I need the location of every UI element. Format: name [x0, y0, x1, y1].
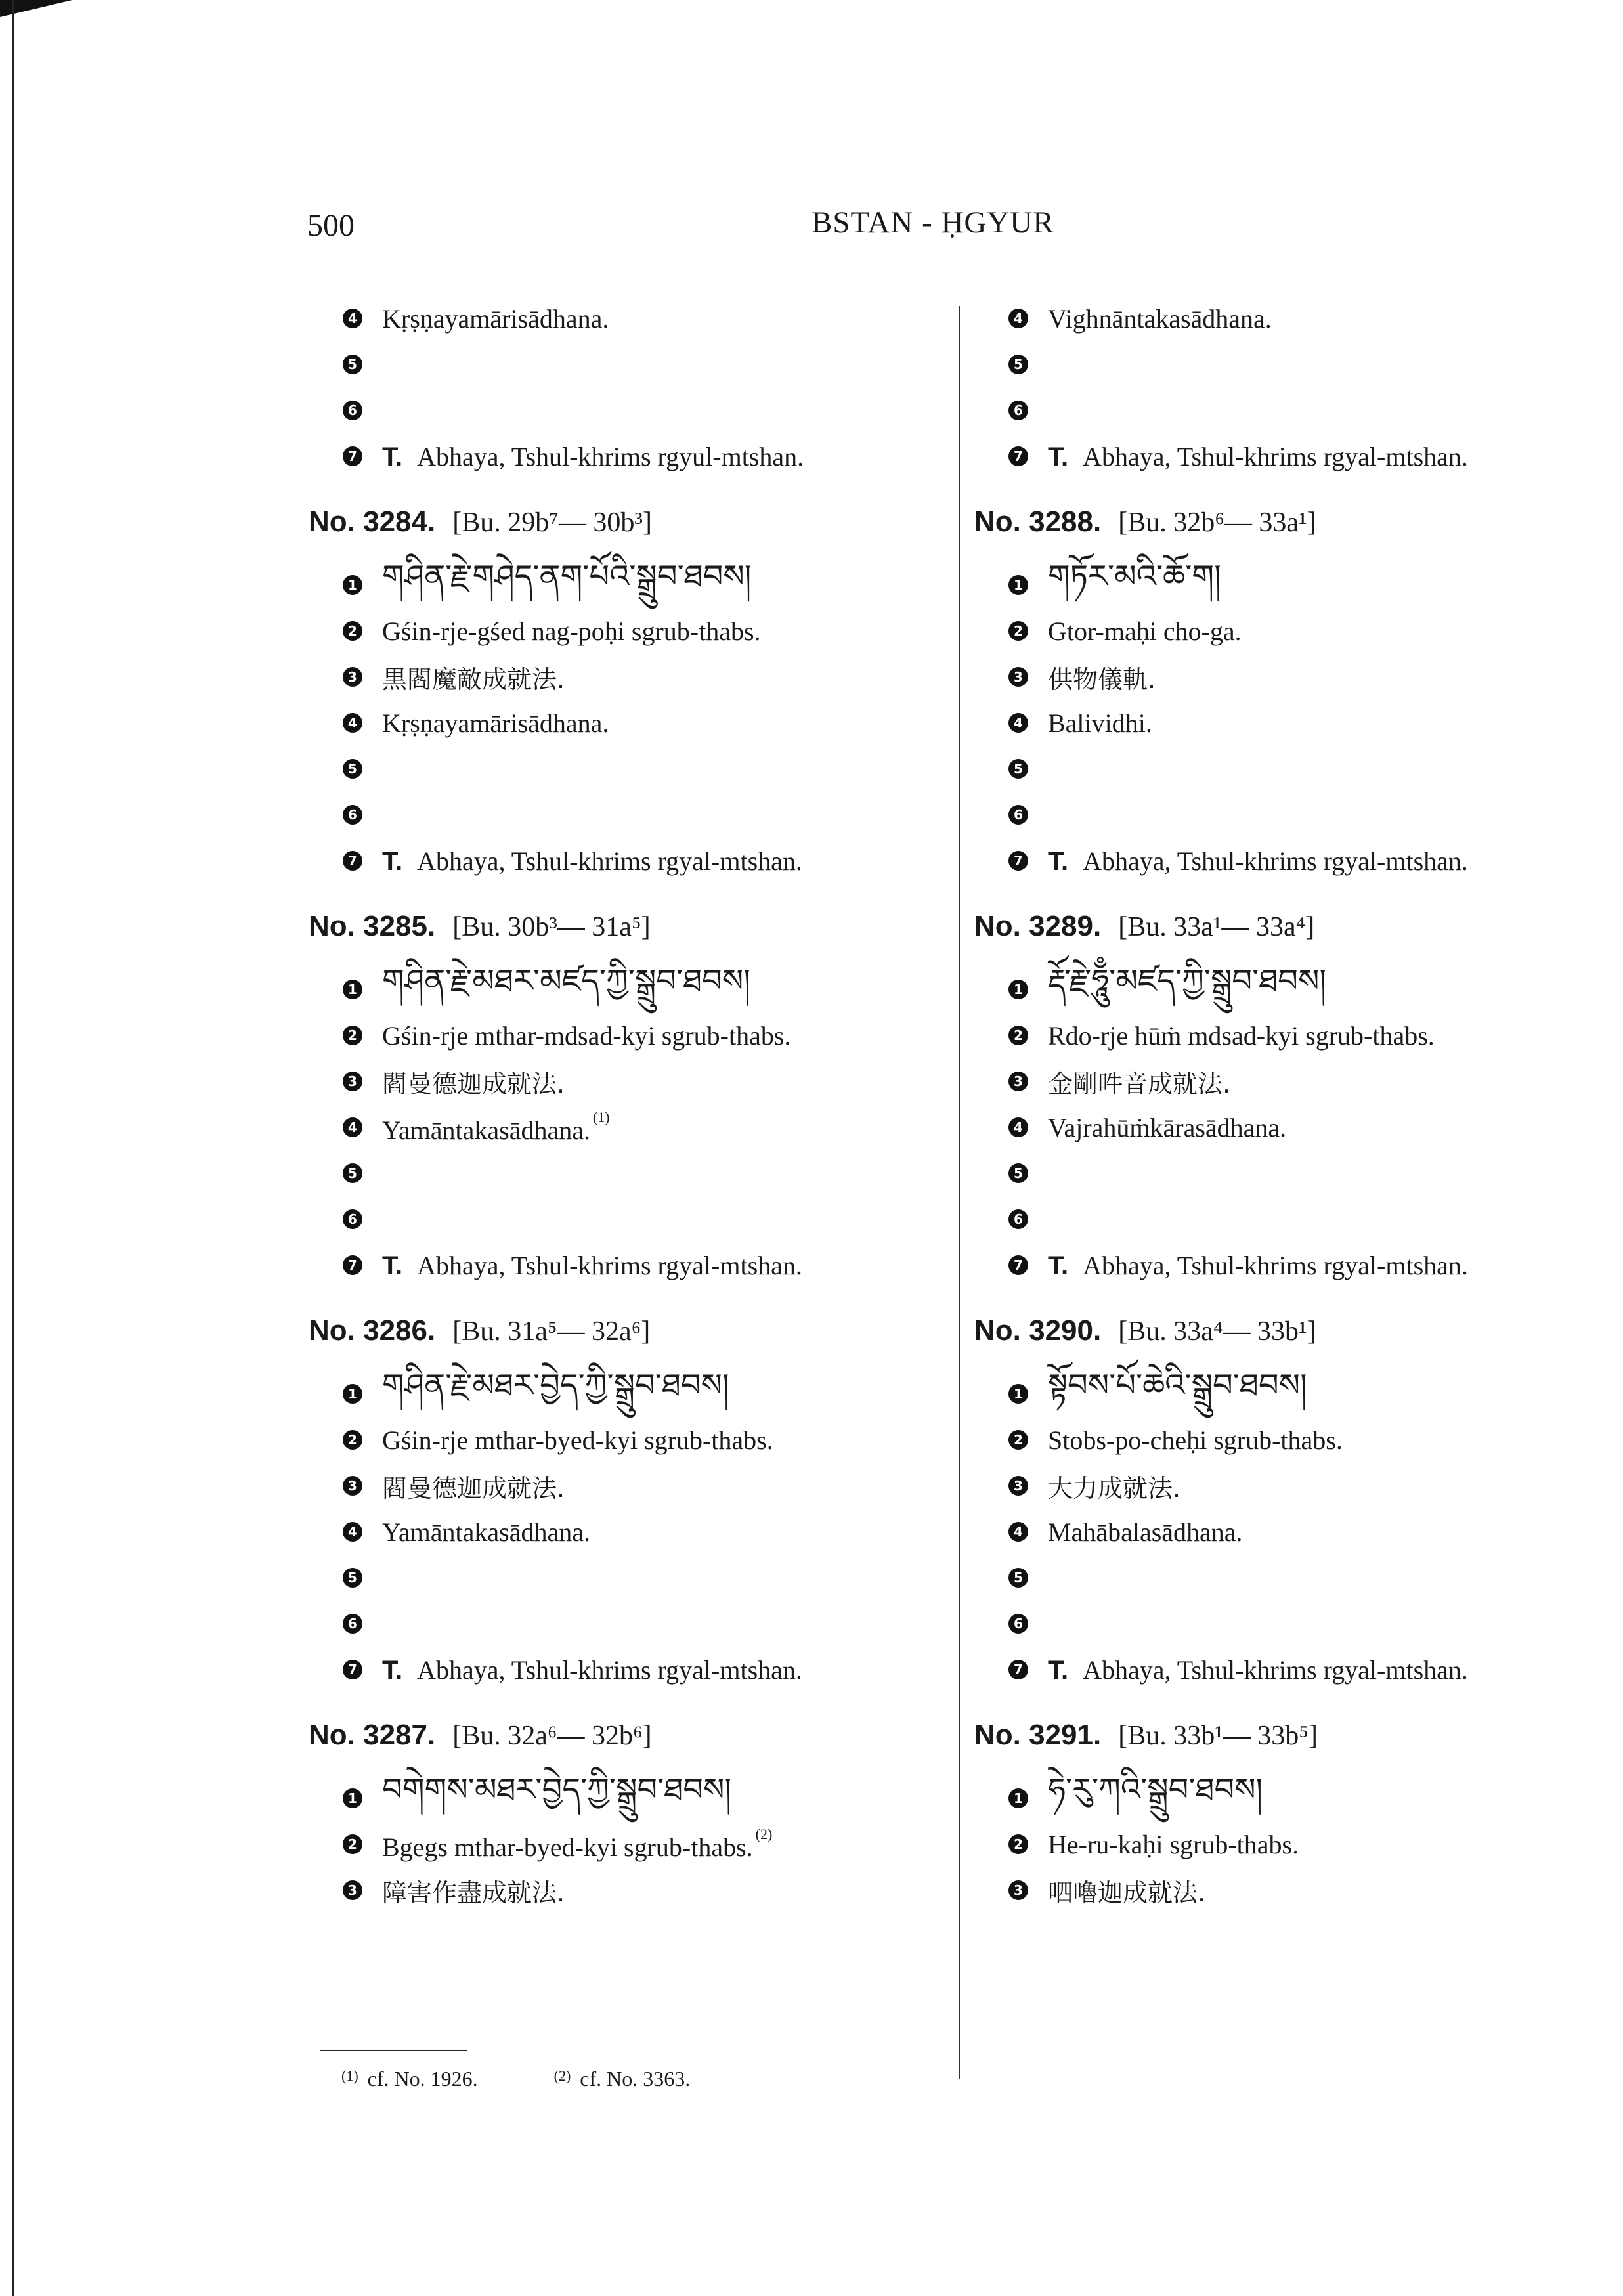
item-number-marker: 6: [1008, 1614, 1028, 1634]
line-text: 供物儀軌.: [1048, 664, 1156, 694]
entry-text: [1048, 1425, 1343, 1456]
line-text: རྡོ་རྗེ་ཧཱུྃ་མཛད་ཀྱི་སྒྲུབ་ཐབས།: [1048, 962, 1327, 999]
line-text: Kṛṣṇayamārisādhana.: [382, 708, 609, 738]
item-number-marker: 3: [1008, 1880, 1028, 1900]
translator-line: [1048, 846, 1468, 877]
item-number-marker: 3: [343, 1072, 362, 1091]
chinese-title: [382, 659, 565, 695]
folio-reference: [Bu. 33a⁴— 33b¹]: [1118, 1316, 1316, 1347]
translator-names: Abhaya, Tshul-khrims rgyal-mtshan.: [417, 1250, 802, 1280]
line-text: Gśin-rje-gśed nag-poḥi sgrub-thabs.: [382, 616, 761, 646]
entry-text: [382, 708, 609, 739]
entry-line: [974, 1058, 1605, 1104]
page-corner-mark: [0, 0, 72, 17]
item-number-marker: 1: [1008, 1788, 1028, 1808]
item-number-marker: 4: [343, 309, 362, 328]
entry-text: [382, 1425, 773, 1456]
entry-line: [974, 1601, 1605, 1647]
entry-number: No. 3291.: [974, 1719, 1102, 1751]
item-number-marker: 1: [1008, 1384, 1028, 1404]
entry-text: [1048, 708, 1152, 739]
item-number-marker: 7: [343, 851, 362, 871]
folio-reference: [Bu. 31a⁵— 32a⁶]: [452, 1316, 651, 1347]
item-number-marker: 4: [1008, 713, 1028, 733]
translator-marker: T.: [1048, 846, 1069, 876]
binding-line: [12, 0, 14, 2296]
entry-line: [309, 1601, 952, 1647]
entry-text: [1048, 1829, 1299, 1860]
entry-line: [974, 700, 1605, 746]
item-number-marker: 7: [1008, 851, 1028, 871]
line-text: Vighnāntakasādhana.: [1048, 303, 1272, 334]
entry-line: [309, 1104, 952, 1150]
item-number-marker: 1: [1008, 980, 1028, 999]
column-divider: [959, 306, 960, 2079]
translator-marker: T.: [1048, 1251, 1069, 1280]
entry-text: [1048, 1020, 1435, 1051]
line-text: གཏོར་མའི་ཆོ་ག།: [1048, 557, 1221, 595]
item-number-marker: 6: [343, 1209, 362, 1229]
entry-text: [1048, 303, 1272, 334]
item-number-marker: 1: [343, 1788, 362, 1808]
folio-reference: [Bu. 32a⁶— 32b⁶]: [452, 1721, 652, 1751]
item-number-marker: 2: [343, 1834, 362, 1854]
chinese-title: [1048, 1873, 1205, 1909]
translator-names: Abhaya, Tshul-khrims rgyal-mtshan.: [1083, 1655, 1468, 1685]
line-text: གཤིན་རྗེ་མཐར་མཛད་ཀྱི་སྒྲུབ་ཐབས།: [382, 962, 750, 999]
item-number-marker: 2: [1008, 621, 1028, 641]
entry-line: [974, 1647, 1605, 1693]
entry-text: [382, 616, 761, 647]
item-number-marker: 2: [343, 1026, 362, 1045]
translator-names: Abhaya, Tshul-khrims rgyal-mtshan.: [417, 1655, 802, 1685]
translator-line: [1048, 441, 1468, 472]
entry-text: [1048, 1517, 1243, 1548]
line-text: Yamāntakasādhana.: [382, 1517, 590, 1547]
line-text: Stobs-po-cheḥi sgrub-thabs.: [1048, 1425, 1343, 1455]
line-text: སྟོབས་པོ་ཆེའི་སྒྲུབ་ཐབས།: [1048, 1366, 1307, 1404]
entry-text: [382, 1517, 590, 1548]
entry-number: No. 3286.: [309, 1314, 436, 1347]
line-text: བགེགས་མཐར་བྱེད་ཀྱི་སྒྲུབ་ཐབས།: [382, 1771, 732, 1808]
entry-line: [309, 1509, 952, 1555]
translator-names: Abhaya, Tshul-khrims rgyal-mtshan.: [1083, 441, 1468, 471]
item-number-marker: 2: [1008, 1834, 1028, 1854]
entry-number: No. 3284.: [309, 506, 436, 538]
entry-line: [974, 654, 1605, 700]
item-number-marker: 4: [343, 1522, 362, 1542]
translator-marker: T.: [382, 846, 403, 876]
item-number-marker: 1: [343, 980, 362, 999]
item-number-marker: 1: [1008, 575, 1028, 595]
item-number-marker: 7: [1008, 1255, 1028, 1275]
translator-names: Abhaya, Tshul-khrims rgyul-mtshan.: [417, 441, 804, 471]
item-number-marker: 2: [343, 1430, 362, 1450]
line-text: གཤིན་རྗེ་གཤེད་ནག་པོའི་སྒྲུབ་ཐབས།: [382, 557, 752, 595]
entry-line: [974, 1509, 1605, 1555]
line-text: 障害作盡成就法.: [382, 1878, 565, 1907]
item-number-marker: 7: [1008, 446, 1028, 466]
translator-marker: T.: [382, 442, 403, 471]
entry-line: [309, 1771, 952, 1821]
footnote-reference: (1): [592, 1109, 610, 1125]
item-number-marker: 7: [343, 446, 362, 466]
entry-line: [974, 838, 1605, 884]
line-text: Balividhi.: [1048, 708, 1152, 738]
translator-names: Abhaya, Tshul-khrims rgyal-mtshan.: [417, 846, 802, 876]
line-text: Gtor-maḥi cho-ga.: [1048, 616, 1242, 646]
entry-line: [974, 792, 1605, 838]
footnote-marker: (1): [341, 2068, 358, 2084]
item-number-marker: 5: [343, 355, 362, 374]
footnote-marker: (2): [553, 2068, 571, 2084]
translator-line: [382, 1655, 802, 1685]
entry-line: [974, 1555, 1605, 1601]
item-number-marker: 3: [1008, 1072, 1028, 1091]
entry-number: No. 3289.: [974, 910, 1102, 942]
item-number-marker: 7: [343, 1255, 362, 1275]
entry-line: [974, 1463, 1605, 1509]
footnote-rule: [320, 2050, 467, 2051]
translator-marker: T.: [382, 1655, 403, 1685]
entry-line: [974, 387, 1605, 433]
entry-line: [974, 1196, 1605, 1242]
folio-reference: [Bu. 33b¹— 33b⁵]: [1118, 1721, 1318, 1751]
item-number-marker: 6: [1008, 805, 1028, 825]
running-head: BSTAN - ḤGYUR: [812, 206, 1054, 240]
entry-line: [309, 295, 952, 341]
translator-line: [382, 846, 802, 877]
line-text: He-ru-kaḥi sgrub-thabs.: [1048, 1829, 1299, 1859]
entry-line: [309, 1242, 952, 1288]
folio-reference: [Bu. 32b⁶— 33a¹]: [1118, 508, 1316, 538]
item-number-marker: 5: [1008, 759, 1028, 779]
line-text: 金剛吽音成就法.: [1048, 1069, 1231, 1098]
entry-text: [1048, 616, 1242, 647]
item-number-marker: 2: [1008, 1430, 1028, 1450]
translator-line: [1048, 1250, 1468, 1281]
entry-text: [382, 303, 609, 334]
entry-line: [974, 1242, 1605, 1288]
entry-line: [974, 1366, 1605, 1417]
entry-line: [974, 1150, 1605, 1196]
footnote-text: cf. No. 1926.: [367, 2067, 478, 2090]
entry-text: [382, 1109, 610, 1146]
item-number-marker: 1: [343, 575, 362, 595]
entry-line: [309, 1058, 952, 1104]
entry-line: [309, 433, 952, 479]
entry-line: [309, 557, 952, 608]
line-text: གཤིན་རྗེ་མཐར་བྱེད་ཀྱི་སྒྲུབ་ཐབས།: [382, 1366, 729, 1404]
entry-line: [309, 746, 952, 792]
translator-names: Abhaya, Tshul-khrims rgyal-mtshan.: [1083, 846, 1468, 876]
chinese-title: [1048, 1468, 1180, 1504]
item-number-marker: 3: [1008, 1476, 1028, 1496]
line-text: Gśin-rje mthar-mdsad-kyi sgrub-thabs.: [382, 1020, 791, 1051]
entry-text: [1048, 1112, 1286, 1143]
translator-line: [382, 1250, 802, 1281]
item-number-marker: 4: [343, 713, 362, 733]
item-number-marker: 5: [1008, 1568, 1028, 1588]
item-number-marker: 4: [1008, 1522, 1028, 1542]
translator-names: Abhaya, Tshul-khrims rgyal-mtshan.: [1083, 1250, 1468, 1280]
line-text: Kṛṣṇayamārisādhana.: [382, 303, 609, 334]
entry-text: [382, 1826, 772, 1863]
entry-line: [309, 1196, 952, 1242]
left-column: [309, 295, 952, 1913]
entry-line: [309, 962, 952, 1012]
entry-line: [309, 838, 952, 884]
entry-line: [309, 1150, 952, 1196]
line-text: Rdo-rje hūṁ mdsad-kyi sgrub-thabs.: [1048, 1020, 1435, 1051]
translator-marker: T.: [1048, 1655, 1069, 1685]
entry-line: [309, 1555, 952, 1601]
item-number-marker: 3: [343, 1880, 362, 1900]
folio-reference: [Bu. 33a¹— 33a⁴]: [1118, 912, 1315, 942]
entry-line: [309, 654, 952, 700]
line-text: ཧེ་རུ་ཀའི་སྒྲུབ་ཐབས།: [1048, 1771, 1263, 1808]
item-number-marker: 6: [343, 805, 362, 825]
item-number-marker: 2: [343, 621, 362, 641]
translator-marker: T.: [1048, 442, 1069, 471]
line-text: 閻曼德迦成就法.: [382, 1069, 565, 1098]
entry-line: [974, 1771, 1605, 1821]
chinese-title: [382, 1064, 565, 1100]
item-number-marker: 2: [1008, 1026, 1028, 1045]
right-column: [974, 295, 1605, 1913]
entry-line: [974, 341, 1605, 387]
entry-line: [974, 962, 1605, 1012]
entry-line: [309, 1867, 952, 1913]
item-number-marker: 4: [1008, 309, 1028, 328]
item-number-marker: 6: [1008, 1209, 1028, 1229]
item-number-marker: 5: [343, 1163, 362, 1183]
translator-line: [382, 441, 804, 472]
item-number-marker: 3: [1008, 667, 1028, 687]
folio-reference: [Bu. 30b³— 31a⁵]: [452, 912, 651, 942]
item-number-marker: 6: [1008, 401, 1028, 420]
line-text: 黒閻魔敵成就法.: [382, 664, 565, 694]
item-number-marker: 5: [343, 759, 362, 779]
entry-line: [974, 1104, 1605, 1150]
translator-marker: T.: [382, 1251, 403, 1280]
entry-text: [382, 1020, 790, 1051]
entry-line: [974, 1867, 1605, 1913]
item-number-marker: 4: [1008, 1117, 1028, 1137]
entry-number: No. 3288.: [974, 506, 1102, 538]
item-number-marker: 4: [343, 1117, 362, 1137]
chinese-title: [382, 1468, 565, 1504]
item-number-marker: 3: [343, 667, 362, 687]
item-number-marker: 6: [343, 401, 362, 420]
item-number-marker: 7: [343, 1660, 362, 1679]
line-text: Vajrahūṁkārasādhana.: [1048, 1112, 1287, 1142]
entry-line: [309, 387, 952, 433]
entry-number: No. 3290.: [974, 1314, 1102, 1347]
footnote-text: cf. No. 3363.: [580, 2067, 691, 2090]
item-number-marker: 6: [343, 1614, 362, 1634]
chinese-title: [1048, 1064, 1230, 1100]
item-number-marker: 3: [343, 1476, 362, 1496]
item-number-marker: 5: [343, 1568, 362, 1588]
footnotes: [341, 2067, 690, 2091]
folio-reference: [Bu. 29b⁷— 30b³]: [452, 508, 652, 538]
line-text: Gśin-rje mthar-byed-kyi sgrub-thabs.: [382, 1425, 773, 1455]
line-text: 呬嚕迦成就法.: [1048, 1878, 1206, 1907]
entry-line: [309, 1647, 952, 1693]
entry-line: [974, 746, 1605, 792]
entry-number: No. 3287.: [309, 1719, 436, 1751]
entry-line: [309, 1821, 952, 1867]
item-number-marker: 1: [343, 1384, 362, 1404]
entry-line: [309, 1463, 952, 1509]
translator-line: [1048, 1655, 1468, 1685]
line-text: 閻曼德迦成就法.: [382, 1473, 565, 1503]
line-text: 大力成就法.: [1048, 1473, 1181, 1503]
entry-line: [974, 433, 1605, 479]
entry-number: No. 3285.: [309, 910, 436, 942]
entry-line: [309, 341, 952, 387]
line-text: Bgegs mthar-byed-kyi sgrub-thabs.: [382, 1832, 753, 1862]
entry-line: [309, 792, 952, 838]
page-number: 500: [307, 208, 355, 243]
entry-line: [974, 295, 1605, 341]
item-number-marker: 5: [1008, 355, 1028, 374]
item-number-marker: 5: [1008, 1163, 1028, 1183]
item-number-marker: 7: [1008, 1660, 1028, 1679]
entry-line: [974, 557, 1605, 608]
footnote-reference: (2): [755, 1826, 773, 1842]
line-text: Yamāntakasādhana.: [382, 1116, 590, 1145]
line-text: Mahābalasādhana.: [1048, 1517, 1243, 1547]
entry-line: [309, 1366, 952, 1417]
entry-line: [309, 700, 952, 746]
chinese-title: [382, 1873, 565, 1909]
chinese-title: [1048, 659, 1156, 695]
